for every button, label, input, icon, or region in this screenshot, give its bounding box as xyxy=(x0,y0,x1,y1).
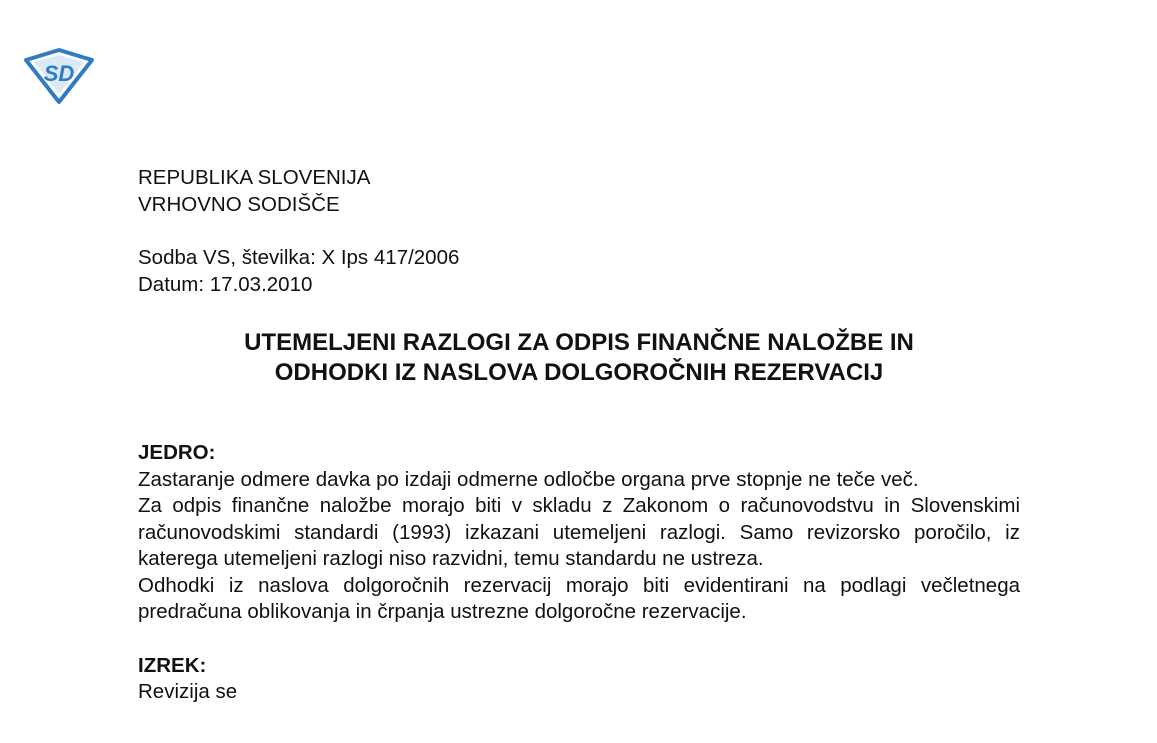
title-line-2: ODHODKI IZ NASLOVA DOLGOROČNIH REZERVACIJ xyxy=(274,359,884,386)
decision-date: Datum: 17.03.2010 xyxy=(138,272,313,296)
jedro-paragraph-2: Za odpis finančne naložbe morajo biti v skladu z Zakonom o računovodstvu in Slovenskimi računovodskimi standardi (1993) izkazani utemeljeni razlogi. Samo revizorsko poročilo, iz katerega utemeljeni razlogi niso razvidni, temu standardu ne ustreza. xyxy=(138,494,1020,570)
document-title xyxy=(138,328,1020,388)
sd-logo-icon xyxy=(22,48,96,104)
jedro-paragraph-1: Zastaranje odmere davka po izdaji odmerne odločbe organa prve stopnje ne teče več. xyxy=(138,467,919,491)
document-body xyxy=(138,165,1020,706)
case-number: Sodba VS, številka: X Ips 417/2006 xyxy=(138,246,460,269)
title-line-1: UTEMELJENI RAZLOGI ZA ODPIS FINANČNE NALOŽBE IN xyxy=(244,329,914,356)
jedro-paragraph-3: Odhodki iz naslova dolgoročnih rezervacij morajo biti evidentirani na podlagi večletnega predračuna oblikovanja in črpanja ustrezne dolgoročne rezervacije. xyxy=(138,573,1020,623)
country-line: REPUBLIKA SLOVENIJA xyxy=(138,166,371,189)
izrek-label: IZREK: xyxy=(138,653,207,677)
court-logo xyxy=(22,48,96,104)
izrek-first-line: Revizija se xyxy=(138,680,238,703)
court-line: VRHOVNO SODIŠČE xyxy=(138,192,340,216)
logo-text: SD xyxy=(43,61,75,86)
jedro-label: JEDRO: xyxy=(138,441,216,464)
